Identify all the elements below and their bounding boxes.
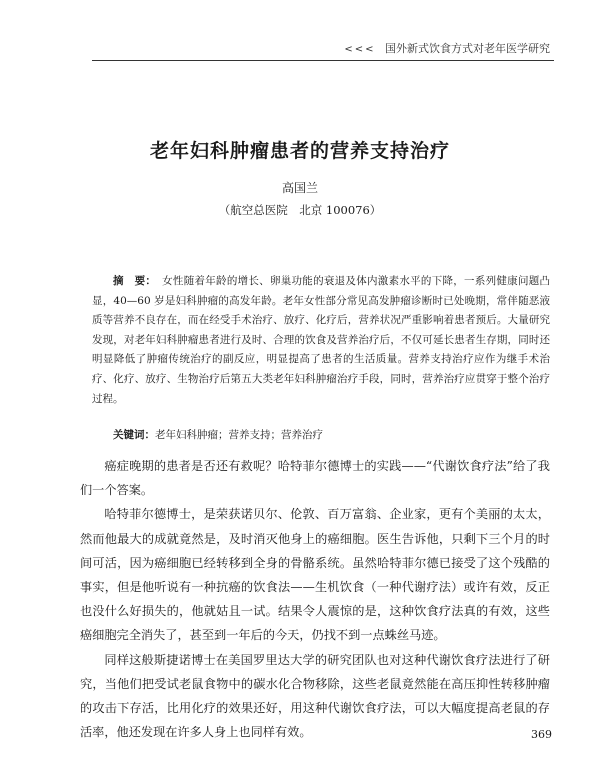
- keywords-text: 老年妇科肿瘤；营养支持；营养治疗: [155, 429, 323, 441]
- running-header: [0, 40, 600, 56]
- page-number: 369: [531, 728, 552, 741]
- abstract-text: 女性随着年龄的增长、卵巢功能的衰退及体内激素水平的下降，一系列健康问题凸显，40—60 岁是妇科肿瘤的高发年龄。老年女性部分常见高发肿瘤诊断时已处晚期，常伴随恶液质等营养不良存在，而在经受手术治疗、放疗、化疗后，营养状况严重影响着患者预后。大量研究发现，对老年妇科肿瘤患者进行及时、合理的饮食及营养治疗后，不仅可延长患者生存期，同时还明显降低了肿瘤传统治疗的副反应，明显提高了患者的生活质量。营养支持治疗应作为继手术治疗、化疗、放疗、生物治疗后第五大类老年妇科肿瘤治疗手段，同时，营养治疗应贯穿于整个治疗过程。: [92, 275, 551, 405]
- body-text: [80, 454, 550, 744]
- body-paragraph: 癌症晚期的患者是否还有救呢？哈特菲尔德博士的实践——“代谢饮食疗法”给了我们一个答案。: [80, 459, 550, 498]
- author: 高国兰: [281, 181, 318, 195]
- body-paragraph: 同样这般斯捷诺博士在美国罗里达大学的研究团队也对这种代谢饮食疗法进行了研究，当他们把受试老鼠食物中的碳水化合物移除，这些老鼠竟然能在高压抑性转移肿瘤的攻击下存活，比用化疗的效果还好，用这种代谢饮食疗法，可以大幅度提高老鼠的存活率，他还发现在许多人身上也同样有效。: [80, 652, 550, 740]
- header-rule: [92, 60, 554, 61]
- running-header-arrows: <<<: [344, 44, 376, 55]
- abstract-label: 摘 要：: [113, 275, 157, 287]
- keywords-label: 关键词：: [113, 429, 155, 441]
- running-header-text: 国外新式饮食方式对老年医学研究: [385, 42, 550, 55]
- affiliation: （航空总医院 北京 100076）: [218, 203, 382, 217]
- body-paragraph: 哈特菲尔德博士，是荣获诺贝尔、伦敦、百万富翁、企业家，更有个美丽的太太，然而他最大的成就竟然是，及时消灭他身上的癌细胞。医生告诉他，只剩下三个月的时间可活，因为癌细胞已经转移到全身的骨骼系统。虽然哈特菲尔德已接受了这个残酷的事实，但是他听说有一种抗癌的饮食法——生机饮食（一种代谢疗法）或许有效，反正也没什么好损失的，他就姑且一试。结果令人震惊的是，这种饮食疗法真的有效，这些癌细胞完全消失了，甚至到一年后的今天，仍找不到一点蛛丝马迹。: [80, 507, 550, 643]
- abstract: [92, 272, 550, 409]
- keywords: [92, 426, 550, 445]
- article-title: 老年妇科肿瘤患者的营养支持治疗: [149, 140, 450, 162]
